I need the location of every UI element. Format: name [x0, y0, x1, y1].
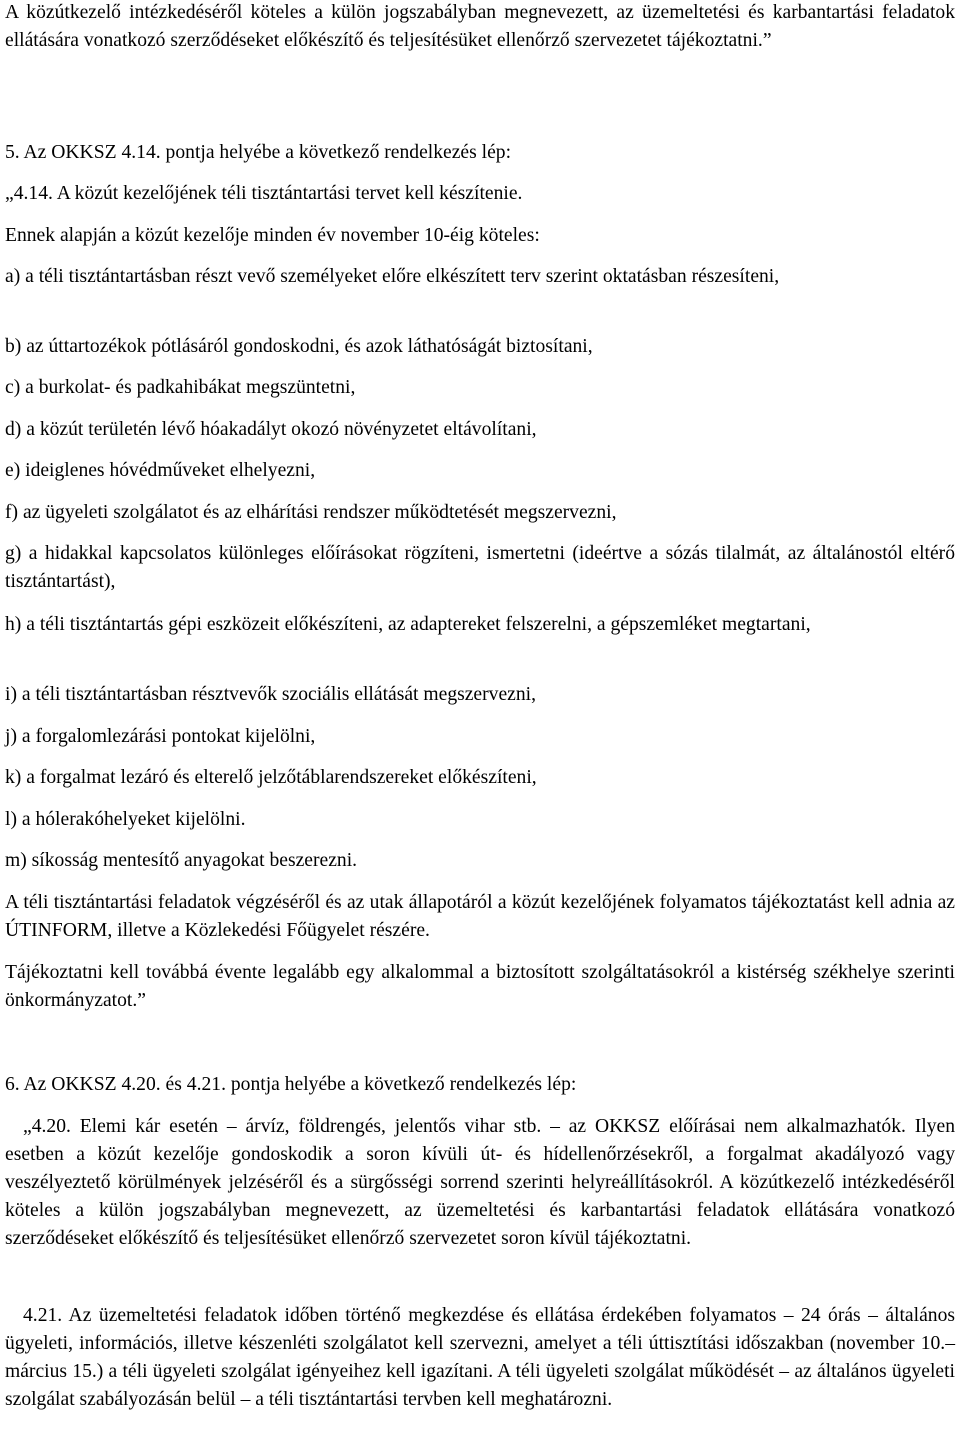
list-item-g: g) a hidakkal kapcsolatos különleges előírásokat rögzíteni, ismertetni (ideértve a sózás tilalmát, az általánostól eltérő tisztántartást), — [5, 543, 955, 592]
list-item-j: j) a forgalomlezárási pontokat kijelölni, — [5, 726, 316, 747]
list-item-h: h) a téli tisztántartás gépi eszközeit előkészíteni, az adaptereket felszerelni, a gépszemléket megtartani, — [5, 614, 811, 635]
section-6-paragraph-4-21: 4.21. Az üzemeltetési feladatok időben történő megkezdése és ellátása érdekében folyamatos ‒ 24 órás ‒ általános ügyeleti, információs, illetve készenléti szolgálatot kell szervezni, amelyet a téli úttisztítási időszakban (november 10.‒március 15.) a téli ügyeleti szolgálat igényeihez kell igazítani. A téli ügyeleti szolgálat működését ‒ az általános ügyeleti szolgálat szabályozásán belül ‒ a téli tisztántartási tervben kell meghatározni. — [5, 1305, 955, 1410]
list-item-l: l) a hólerakóhelyeket kijelölni. — [5, 809, 246, 830]
paragraph-intro: A közútkezelő intézkedéséről köteles a külön jogszabályban megnevezett, az üzemeltetési és karbantartási feladatok ellátására vonatkozó szerződéseket előkészítő és teljesítésüket ellenőrző szervezetet tájékoztatni.” — [5, 2, 955, 51]
list-item-i: i) a téli tisztántartásban résztvevők szociális ellátását megszervezni, — [5, 684, 536, 705]
section-5-lead: Ennek alapján a közút kezelője minden év november 10-éig köteles: — [5, 225, 540, 246]
list-item-f: f) az ügyeleti szolgálatot és az elhárítási rendszer működtetését megszervezni, — [5, 502, 617, 523]
section-6-paragraph-4-20: „4.20. Elemi kár esetén ‒ árvíz, földrengés, jelentős vihar stb. ‒ az OKKSZ előírásai nem alkalmazhatók. Ilyen esetben a közút kezelője gondoskodik a soron kívüli út- és hídellenőrzésekről, a forgalmat akadályozó vagy veszélyeztető körülmények jelzéséről és a sürgősségi sorrend szerinti helyreállításokról. A közútkezelő intézkedéséről köteles a külön jogszabályban megnevezett, az üzemeltetési és karbantartási feladatok ellátására vonatkozó szerződéseket előkészítő és teljesítésüket ellenőrző szervezetet soron kívül tájékoztatni. — [5, 1116, 955, 1249]
list-item-e: e) ideiglenes hóvédműveket elhelyezni, — [5, 460, 316, 481]
list-item-b: b) az úttartozékok pótlásáról gondoskodni, és azok láthatóságát biztosítani, — [5, 336, 593, 357]
section-5-quote-4-14: „4.14. A közút kezelőjének téli tisztántartási tervet kell készítenie. — [5, 183, 523, 204]
paragraph-report: A téli tisztántartási feladatok végzéséről és az utak állapotáról a közút kezelőjének folyamatos tájékoztatást kell adnia az ÚTINFORM, illetve a Közlekedési Főügyelet részére. — [5, 892, 955, 941]
list-item-a: a) a téli tisztántartásban részt vevő személyeket előre elkészített terv szerint oktatásban részesíteni, — [5, 266, 780, 287]
section-6-heading: 6. Az OKKSZ 4.20. és 4.21. pontja helyébe a következő rendelkezés lép: — [5, 1074, 577, 1095]
paragraph-inform: Tájékoztatni kell továbbá évente legalább egy alkalommal a biztosított szolgáltatásokról a kistérség székhelye szerinti önkormányzatot.” — [5, 962, 955, 1011]
list-item-k: k) a forgalmat lezáró és elterelő jelzőtáblarendszereket előkészíteni, — [5, 767, 537, 788]
list-item-d: d) a közút területén lévő hóakadályt okozó növényzetet eltávolítani, — [5, 419, 537, 440]
list-item-m: m) síkosság mentesítő anyagokat beszerezni. — [5, 850, 358, 871]
section-5-heading: 5. Az OKKSZ 4.14. pontja helyébe a következő rendelkezés lép: — [5, 142, 512, 163]
list-item-c: c) a burkolat- és padkahibákat megszüntetni, — [5, 377, 356, 398]
